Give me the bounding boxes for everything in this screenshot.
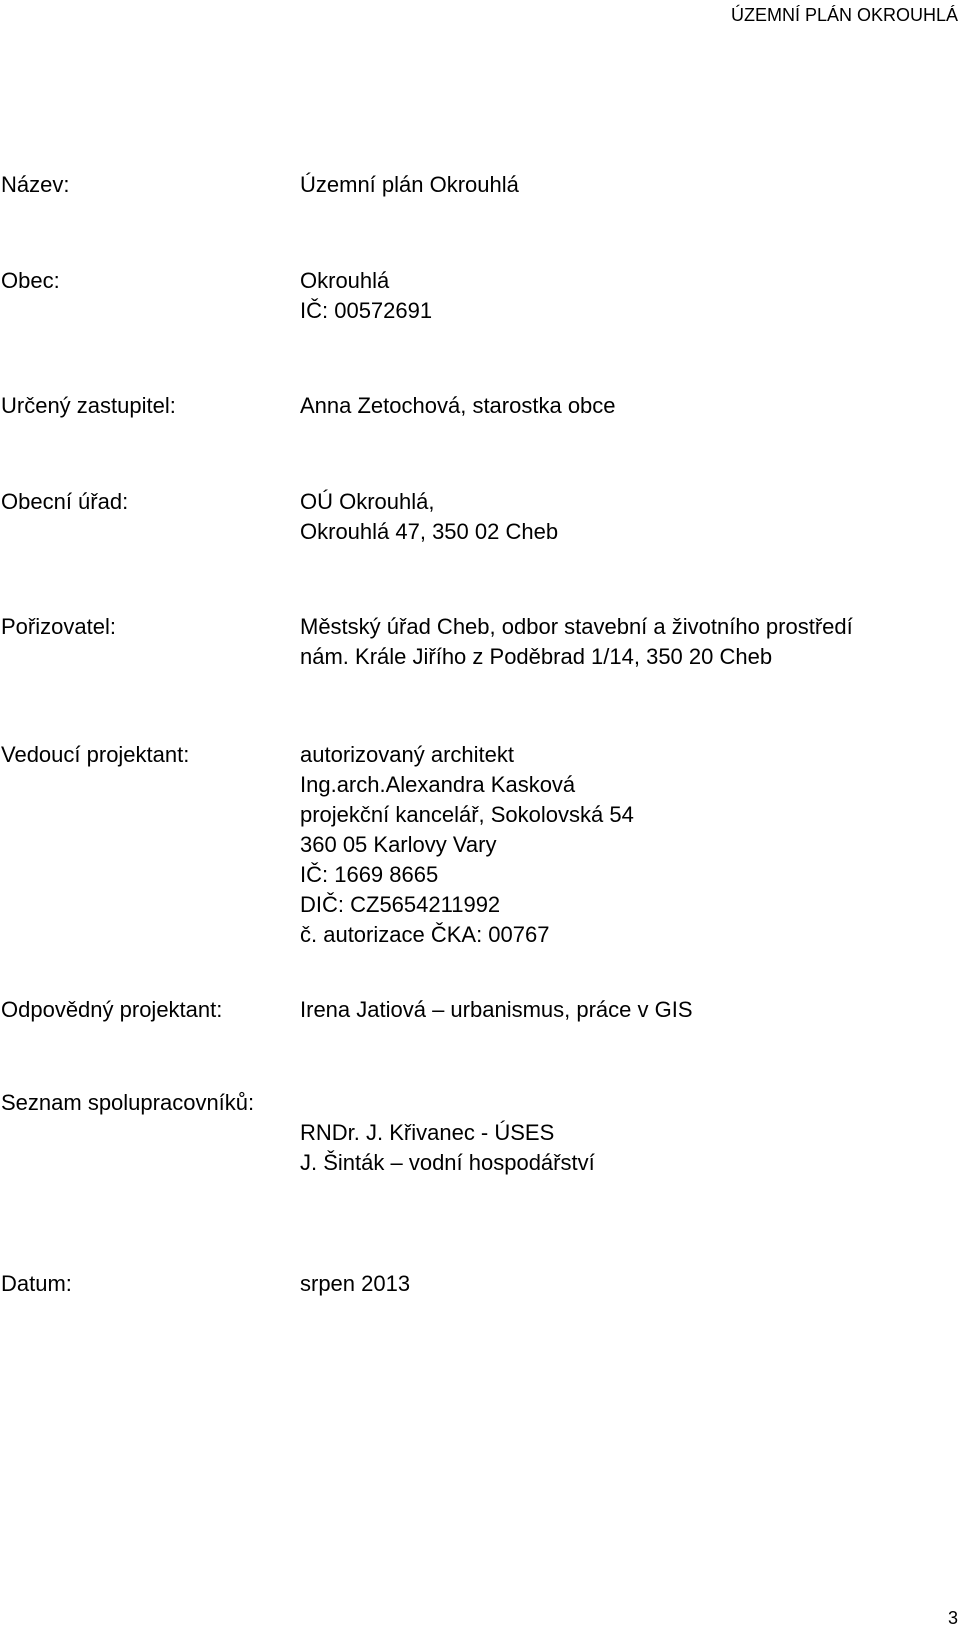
value-line: RNDr. J. Křivanec - ÚSES: [300, 1120, 555, 1145]
value-line: Okrouhlá: [300, 268, 390, 293]
value-line: IČ: 1669 8665: [300, 862, 439, 887]
field-value: [300, 1118, 595, 1178]
value-line: 360 05 Karlovy Vary: [300, 832, 497, 857]
field-value: [300, 391, 616, 421]
value-line: J. Šinták – vodní hospodářství: [300, 1150, 595, 1175]
value-line: nám. Krále Jiřího z Poděbrad 1/14, 350 20 Cheb: [300, 644, 773, 669]
field-label: Odpovědný projektant:: [1, 997, 223, 1022]
page-number: 3: [947, 1608, 958, 1628]
value-line: OÚ Okrouhlá,: [300, 489, 435, 514]
field-label: Pořizovatel:: [1, 614, 116, 639]
value-line: Územní plán Okrouhlá: [300, 172, 519, 197]
field-value: [300, 995, 693, 1025]
field-label: Určený zastupitel:: [1, 393, 176, 418]
value-line: projekční kancelář, Sokolovská 54: [300, 802, 634, 827]
value-line: č. autorizace ČKA: 00767: [300, 922, 550, 947]
field-label: Obecní úřad:: [1, 489, 129, 514]
value-line: autorizovaný architekt: [300, 742, 514, 767]
field-value: [300, 266, 432, 326]
field-value: [300, 1269, 410, 1299]
field-value: [300, 170, 519, 200]
field-value: [300, 740, 634, 950]
field-label: Datum:: [1, 1271, 72, 1296]
field-value: [300, 612, 853, 672]
running-header: ÚZEMNÍ PLÁN OKROUHLÁ: [730, 5, 958, 25]
value-line: Okrouhlá 47, 350 02 Cheb: [300, 519, 559, 544]
value-line: Irena Jatiová – urbanismus, práce v GIS: [300, 997, 693, 1022]
value-line: IČ: 00572691: [300, 298, 433, 323]
value-line: Městský úřad Cheb, odbor stavební a životního prostředí: [300, 614, 853, 639]
field-value: [300, 487, 558, 547]
field-label: Obec:: [1, 268, 60, 293]
field-label: Název:: [1, 172, 70, 197]
value-line: DIČ: CZ5654211992: [300, 892, 501, 917]
value-line: Ing.arch.Alexandra Kasková: [300, 772, 576, 797]
field-label: Vedoucí projektant:: [1, 742, 190, 767]
field-label: Seznam spolupracovníků:: [1, 1090, 255, 1115]
value-line: Anna Zetochová, starostka obce: [300, 393, 616, 418]
value-line: srpen 2013: [300, 1271, 411, 1296]
